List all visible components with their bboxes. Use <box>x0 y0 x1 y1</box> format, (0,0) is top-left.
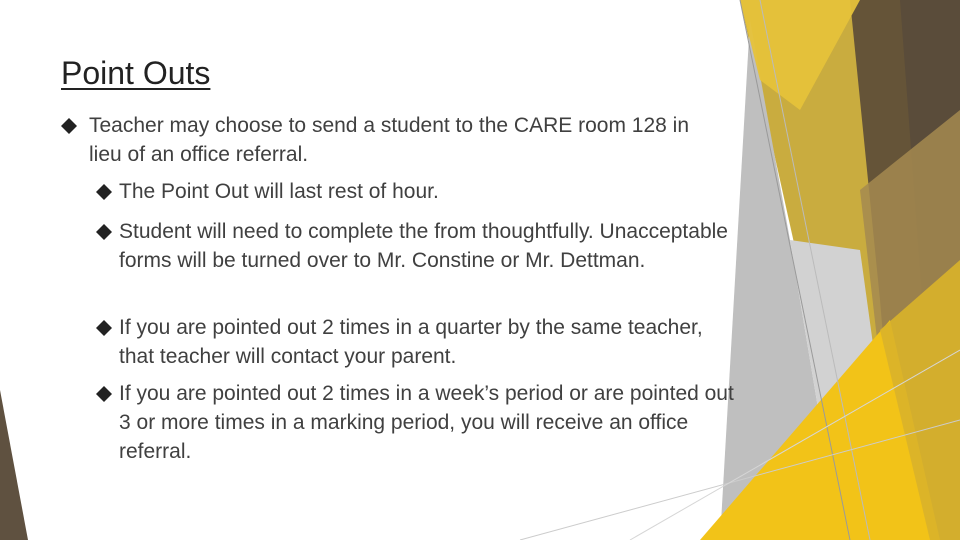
slide-title: Point Outs <box>61 55 211 91</box>
diamond-bullet-icon <box>96 320 112 336</box>
sub-bullet-text: If you are pointed out 2 times in a quarter by the same teacher, that teacher will contact your parent. <box>119 316 703 368</box>
bullet-text: Teacher may choose to send a student to the CARE room 128 in lieu of an office referral. <box>89 114 690 166</box>
bullet-item <box>61 111 721 169</box>
diamond-bullet-icon <box>96 224 112 240</box>
sub-bullet-text: Student will need to complete the from thoughtfully. Unacceptable forms will be turned over to Mr. Constine or Mr. Dettman. <box>119 220 728 272</box>
sub-bullet-text: The Point Out will last rest of hour. <box>119 180 439 203</box>
sub-bullet-item <box>96 177 736 206</box>
left-dark-stripe <box>0 390 28 540</box>
sub-bullet-item <box>96 313 736 371</box>
diamond-bullet-icon <box>61 118 77 134</box>
diamond-bullet-icon <box>96 386 112 402</box>
sub-bullet-item <box>96 379 736 466</box>
sub-bullet-text: If you are pointed out 2 times in a week’s period or are pointed out 3 or more times in a marking period, you will receive an office referral. <box>119 382 734 463</box>
diamond-bullet-icon <box>96 184 112 200</box>
sub-bullet-item <box>96 217 736 275</box>
